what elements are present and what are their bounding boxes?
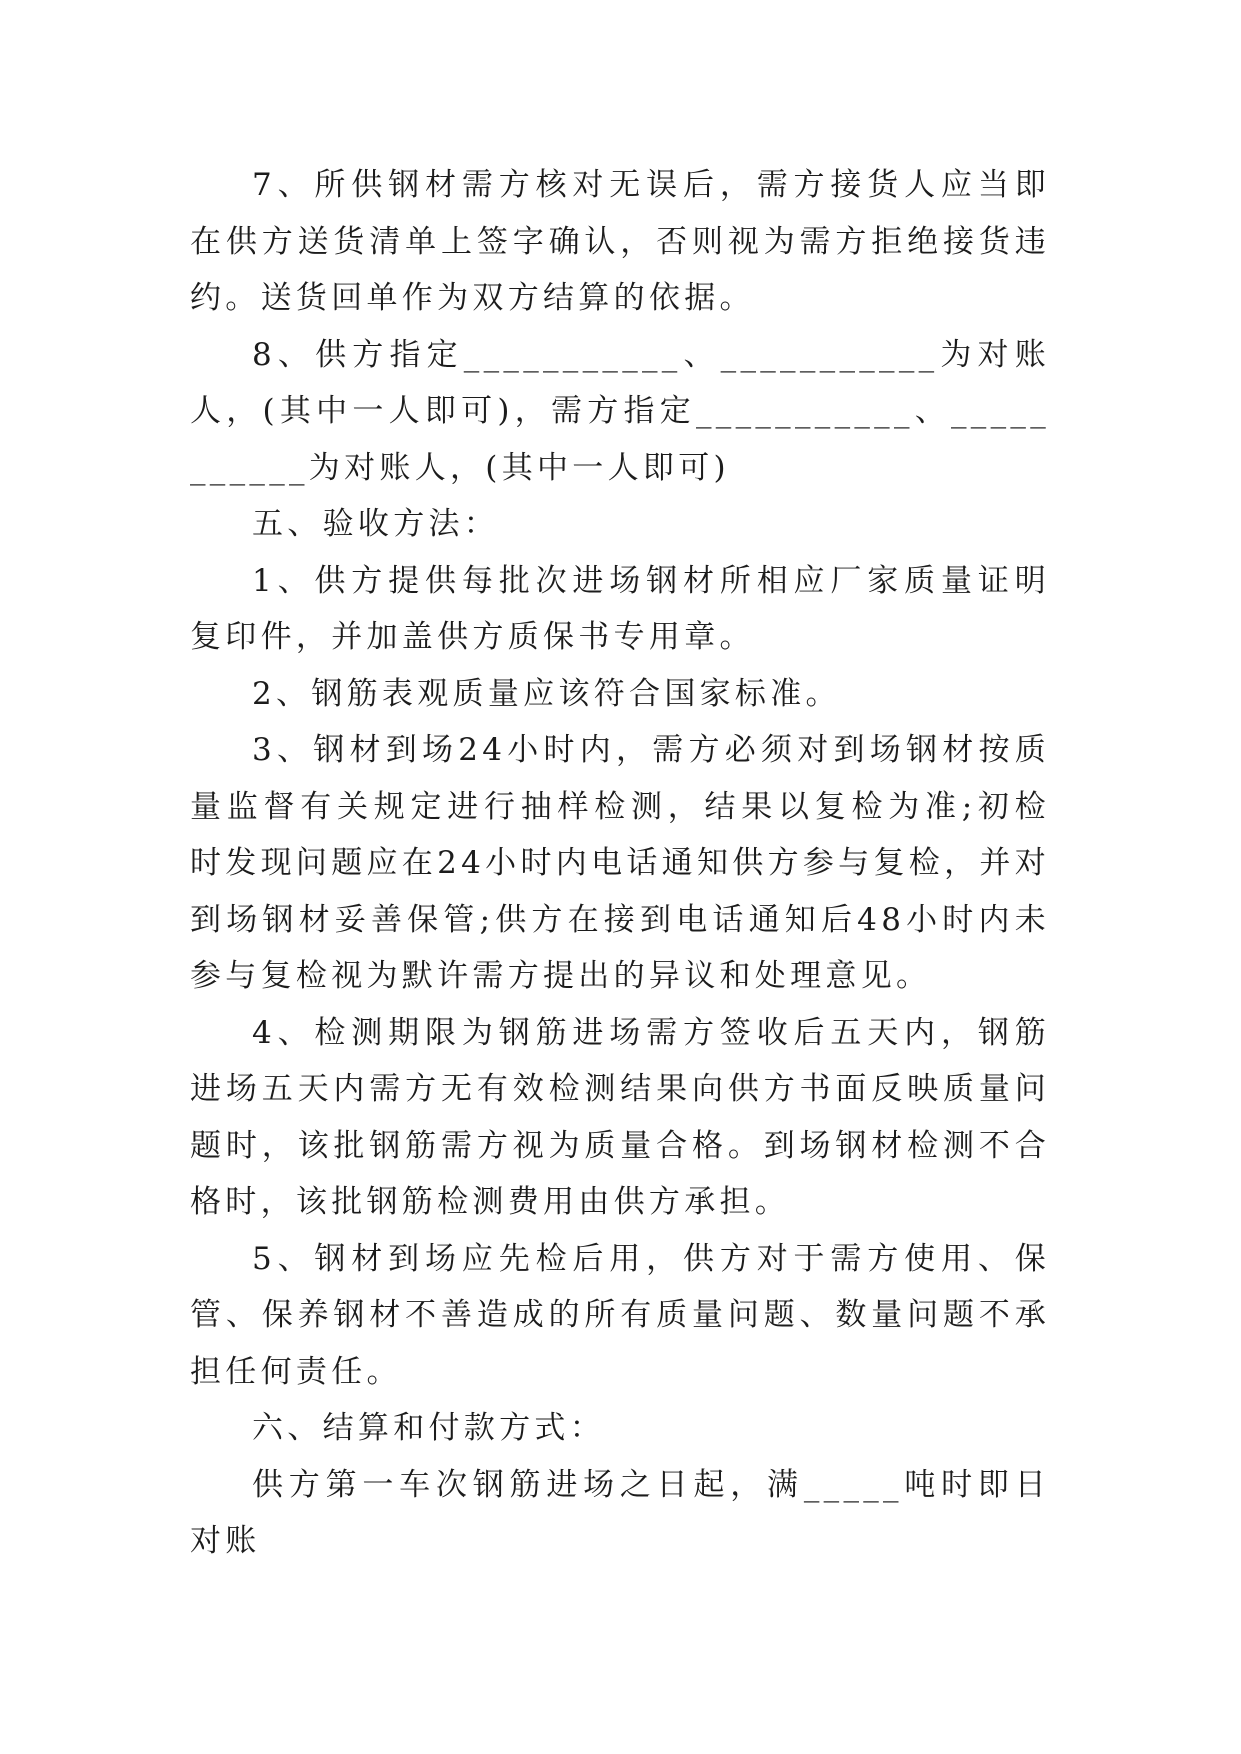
acceptance-item-1: 1、供方提供每批次进场钢材所相应厂家质量证明复印件，并加盖供方质保书专用章。 (190, 562, 1050, 655)
document-body (190, 157, 1050, 1570)
section-heading-acceptance: 五、验收方法： (252, 506, 500, 542)
settlement-paragraph: 供方第一车次钢筋进场之日起，满_____吨时即日对账 (190, 1466, 1050, 1559)
acceptance-item-5: 5、钢材到场应先检后用，供方对于需方使用、保管、保养钢材不善造成的所有质量问题、数量问题不承担任何责任。 (190, 1240, 1050, 1390)
clause-8-paragraph: 8、供方指定___________、___________为对账人，(其中一人即可)，需方指定___________、___________为对账人，(其中一人即可) (190, 336, 1050, 486)
section-heading-settlement: 六、结算和付款方式： (252, 1410, 605, 1446)
acceptance-item-4: 4、检测期限为钢筋进场需方签收后五天内，钢筋进场五天内需方无有效检测结果向供方书面反映质量问题时，该批钢筋需方视为质量合格。到场钢材检测不合格时，该批钢筋检测费用由供方承担。 (190, 1014, 1050, 1220)
acceptance-item-2: 2、钢筋表观质量应该符合国家标准。 (252, 675, 841, 712)
acceptance-item-3: 3、钢材到场24小时内，需方必须对到场钢材按质量监督有关规定进行抽样检测，结果以复检为准;初检时发现问题应在24小时内电话通知供方参与复检，并对到场钢材妥善保管;供方在接到电话通知后48小时内未参与复检视为默许需方提出的异议和处理意见。 (190, 732, 1050, 994)
clause-7-paragraph: 7、所供钢材需方核对无误后，需方接货人应当即在供方送货清单上签字确认，否则视为需方拒绝接货违约。送货回单作为双方结算的依据。 (190, 167, 1050, 316)
